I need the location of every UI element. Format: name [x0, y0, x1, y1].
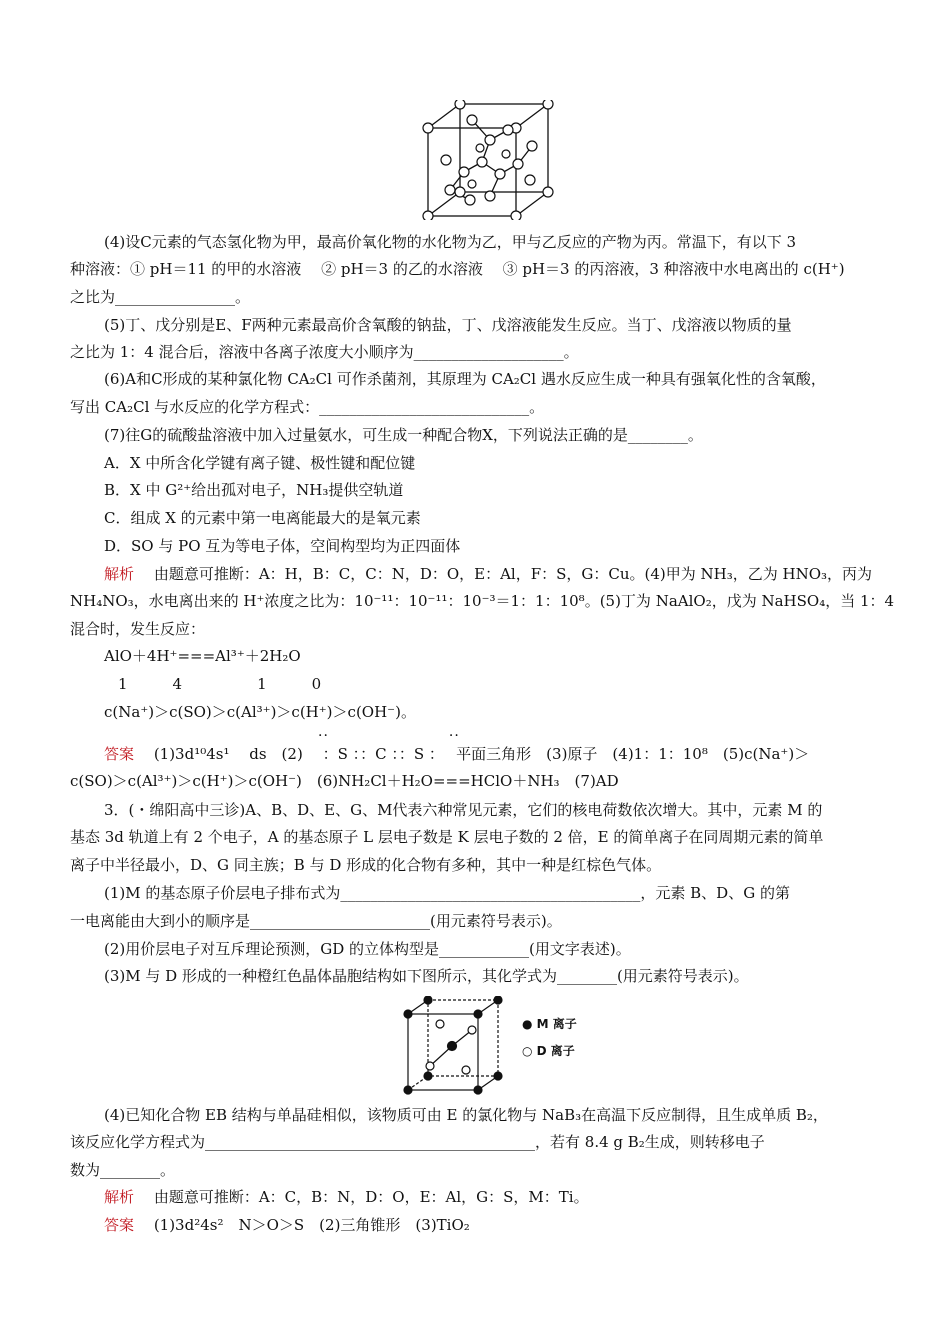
- q2-option-d: D．SO 与 PO 互为等电子体，空间构型均为正四面体: [104, 537, 461, 555]
- q2-answer-line1: [104, 744, 924, 764]
- reaction-equation: AlO＋4H⁺===Al³⁺＋2H₂O: [104, 647, 301, 665]
- q2-option-b: B．X 中 G²⁺给出孤对电子，NH₃提供空轨道: [104, 481, 404, 499]
- legend-m-ion: ● M 离子: [522, 1017, 577, 1031]
- q3-intro-line1: 3．(・绵阳高中三诊)A、B、D、E、G、M代表六种常见元素，它们的核电荷数依次增大。其中，元素 M 的: [104, 801, 823, 819]
- q2-part6-line1: (6)A和C形成的某种氯化物 CA₂Cl 可作杀菌剂，其原理为 CA₂Cl 遇水反应生成一种具有强氧化性的含氧酸，: [104, 370, 826, 388]
- q3-answer: [104, 1215, 924, 1235]
- answer-text: (1)3d¹⁰4s¹ ds (2) ：S ：：C ：：S ： 平面三角形 (3)原子 (4)1：1：10⁸ (5)c(Na⁺)＞: [153, 745, 810, 763]
- crystal-structure-figure: [420, 100, 560, 220]
- ion-concentration-order: c(Na⁺)＞c(SO)＞c(Al³⁺)＞c(H⁺)＞c(OH⁻)。: [104, 703, 416, 721]
- analysis-text: 由题意可推断：A：H，B：C，C：N，D：O，E：Al，F：S，G：Cu。(4)甲为 NH₃，乙为 HNO₃，丙为: [153, 565, 873, 583]
- q2-option-c: C．组成 X 的元素中第一电离能最大的是氧元素: [104, 509, 421, 527]
- analysis-text: 由题意可推断：A：C，B：N，D：O，E：Al，G：S，M：Ti。: [153, 1188, 589, 1206]
- q2-part5-line2: 之比为 1：4 混合后，溶液中各离子浓度大小顺序为____________________。: [70, 343, 579, 361]
- analysis-label: 解析: [104, 565, 135, 583]
- q3-analysis: [104, 1187, 924, 1207]
- q3-part4-line1: (4)已知化合物 EB 结构与单晶硅相似，该物质可由 E 的氯化物与 NaB₃在高温下反应制得，且生成单质 B₂，: [104, 1106, 828, 1124]
- q3-part4-line2: 该反应化学方程式为____________________________________________，若有 8.4 g B₂生成，则转移电子: [70, 1133, 765, 1151]
- q2-part6-line2: 写出 CA₂Cl 与水反应的化学方程式：____________________________。: [70, 398, 545, 416]
- q3-intro-line2: 基态 3d 轨道上有 2 个电子，A 的基态原子 L 层电子数是 K 层电子数的 2 倍，E 的简单离子在同周期元素的简单: [70, 828, 824, 846]
- q3-part1-line1: (1)M 的基态原子价层电子排布式为________________________________________，元素 B、D、G 的第: [104, 884, 790, 902]
- q2-option-a: A．X 中所含化学键有离子键、极性键和配位键: [104, 454, 416, 472]
- q3-part2: (2)用价层电子对互斥理论预测，GD 的立体构型是____________(用文字表述)。: [104, 940, 631, 958]
- q2-analysis-line2: NH₄NO₃，水电离出来的 H⁺浓度之比为：10⁻¹¹：10⁻¹¹：10⁻³＝1：1：10⁸。(5)丁为 NaAlO₂，戊为 NaHSO₄，当 1：4: [70, 592, 895, 610]
- unit-cell-figure: [400, 996, 510, 1096]
- q2-answer-line2: c(SO)＞c(Al³⁺)＞c(H⁺)＞c(OH⁻) (6)NH₂Cl＋H₂O===HClO＋NH₃ (7)AD: [70, 772, 619, 790]
- answer-text: (1)3d²4s² N＞O＞S (2)三角锥形 (3)TiO₂: [153, 1216, 470, 1234]
- reaction-coefficients: 1 4 1 0: [118, 675, 322, 693]
- q2-part7: (7)往G的硫酸盐溶液中加入过量氨水，可生成一种配合物X，下列说法正确的是________。: [104, 426, 703, 444]
- q3-part3: (3)M 与 D 形成的一种橙红色晶体晶胞结构如下图所示，其化学式为________(用元素符号表示)。: [104, 967, 749, 985]
- q2-analysis-line1: [104, 564, 924, 584]
- q2-part4-line3: 之比为________________。: [70, 288, 251, 306]
- q2-part4-line2: 种溶液：① pH＝11 的甲的水溶液 ② pH＝3 的乙的水溶液 ③ pH＝3 的丙溶液，3 种溶液中水电离出的 c(H⁺): [70, 260, 845, 278]
- q3-part1-line2: 一电离能由大到小的顺序是________________________(用元素符号表示)。: [70, 912, 562, 930]
- legend-d-ion: ○ D 离子: [522, 1044, 575, 1058]
- answer-label: 答案: [104, 745, 135, 763]
- lewis-dots-top: ·· ··: [318, 728, 460, 744]
- q3-intro-line3: 离子中半径最小，D、G 同主族；B 与 D 形成的化合物有多种，其中一种是红棕色气体。: [70, 856, 662, 874]
- answer-label: 答案: [104, 1216, 135, 1234]
- analysis-label: 解析: [104, 1188, 135, 1206]
- q2-part4-line1: (4)设C元素的气态氢化物为甲，最高价氧化物的水化物为乙，甲与乙反应的产物为丙。常温下，有以下 3: [104, 233, 797, 251]
- q2-analysis-line3: 混合时，发生反应：: [70, 620, 206, 638]
- q3-part4-line3: 数为________。: [70, 1161, 176, 1179]
- q2-part5-line1: (5)丁、戊分别是E、F两种元素最高价含氧酸的钠盐，丁、戊溶液能发生反应。当丁、戊溶液以物质的量: [104, 316, 792, 334]
